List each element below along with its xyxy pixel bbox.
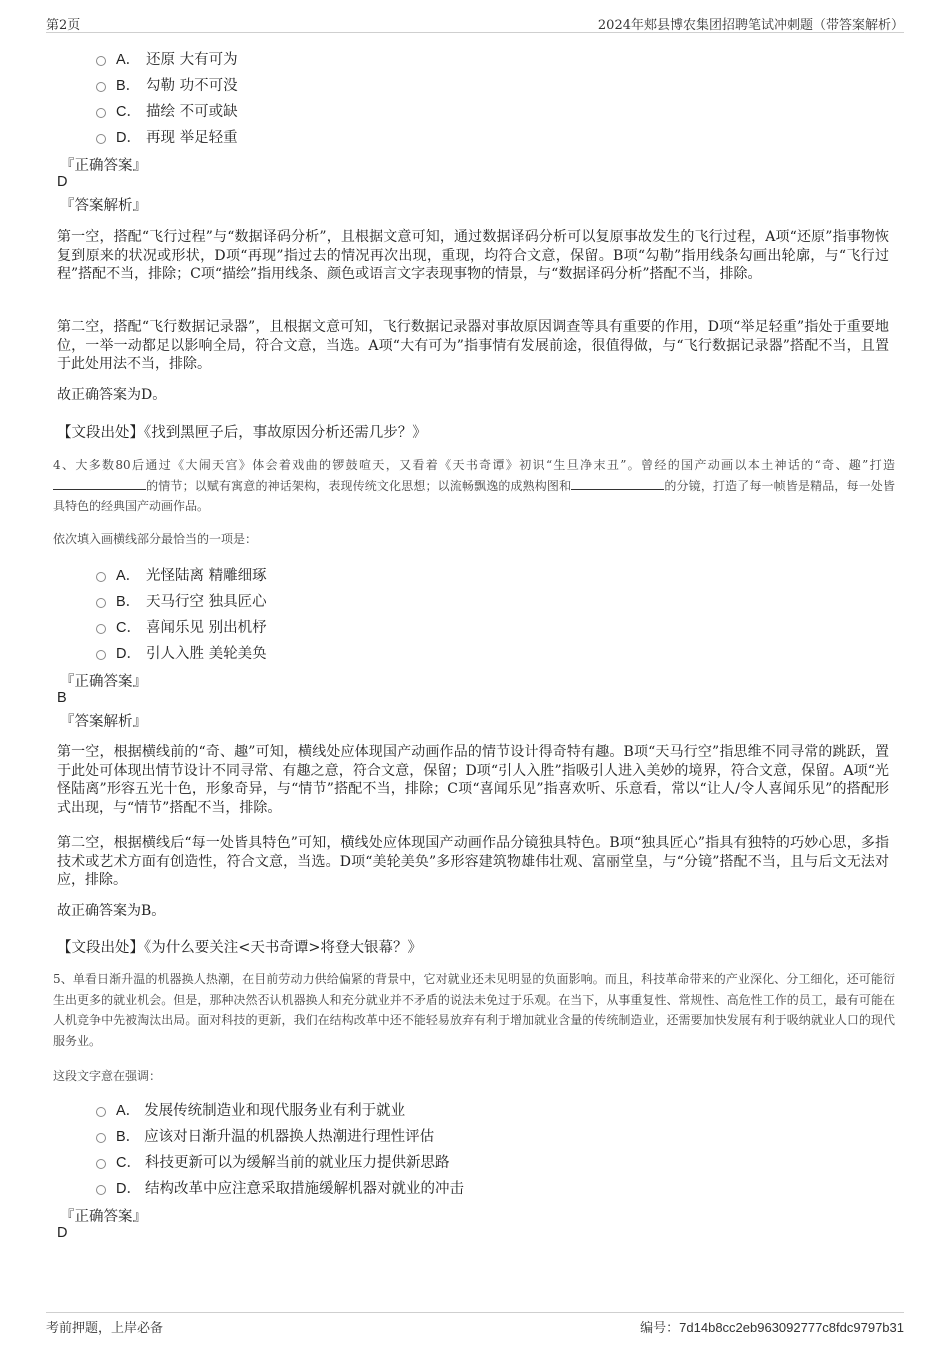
radio-icon[interactable] [96, 598, 106, 608]
page-header [46, 12, 904, 33]
q4-option-a[interactable]: A． 光怪陆离 精雕细琢 [96, 561, 267, 587]
q3-answer-label: 『正确答案』 [60, 158, 147, 174]
q5-option-a[interactable]: A． 发展传统制造业和现代服务业有利于就业 [96, 1096, 464, 1122]
radio-icon[interactable] [96, 108, 106, 118]
q5-stem: 5、单看日渐升温的机器换人热潮，在目前劳动力供给偏紧的背景中，它对就业还未见明显的负面影响。而且，科技革命带来的产业深化、分工细化，还可能衍生出更多的就业机会。但是，那种决然否认机器换人和充分就业并不矛盾的说法未免过于乐观。在当下，从事重复性、常规性、高危性工作的员工，最有可能在人机竞争中先被淘汰出局。面对科技的更新，我们在结构改革中还不能轻易放弃有利于增加就业含量的传统制造业，还需要加快发展有利于吸纳就业人口的现代服务业。 [53, 972, 895, 1048]
radio-icon[interactable] [96, 624, 106, 634]
q3-option-d[interactable]: D． 再现 举足轻重 [96, 123, 238, 149]
q5-option-d[interactable]: D． 结构改革中应注意采取措施缓解机器对就业的冲击 [96, 1174, 464, 1200]
q4-stem: 4、大多数80后通过《大闹天宫》体会着戏曲的锣鼓喧天，又看着《天书奇谭》初识“生旦净末丑”。曾经的国产动画以本土神话的“奇、趣”打造的情节；以赋有寓意的神话架构，表现传统文化思想；以流畅飘逸的成熟构图和 的分镜，打造了每一帧皆是精品，每一处皆具特色的经典国产动画作品。 [53, 458, 895, 513]
q4-analysis-p1: 第一空，根据横线前的“奇、趣”可知，横线处应体现国产动画作品的情节设计得奇特有趣。B项“天马行空”指思维不同寻常的跳跃，置于此处可体现出情节设计不同寻常、有趣之意，符合文意，保留；D项“引人入胜”指吸引人进入美妙的境界，符合文意，保留。A项“光怪陆离”形容五光十色，形象奇异，与“情节”搭配不当，排除；C项“喜闻乐见”指喜欢听、乐意看，常以“让人/令人喜闻乐见”的搭配形式出现，与“情节”搭配不当，排除。 [57, 744, 889, 816]
footer-slogan: 考前押题，上岸必备 [46, 1321, 164, 1336]
q4-options [96, 561, 267, 665]
q3-answer: D [57, 174, 68, 190]
radio-icon[interactable] [96, 650, 106, 660]
q4-answer-label: 『正确答案』 [60, 674, 147, 690]
radio-icon[interactable] [96, 56, 106, 66]
fill-blank [571, 477, 664, 490]
radio-icon[interactable] [96, 1133, 106, 1143]
radio-icon[interactable] [96, 134, 106, 144]
q5-option-b[interactable]: B． 应该对日渐升温的机器换人热潮进行理性评估 [96, 1122, 464, 1148]
q4-option-b[interactable]: B． 天马行空 独具匠心 [96, 587, 267, 613]
q4-analysis-label: 『答案解析』 [60, 714, 147, 730]
q3-option-b[interactable]: B． 勾勒 功不可没 [96, 71, 238, 97]
q4-analysis-p3: 故正确答案为B。 [57, 903, 166, 919]
document-id: 编号：7d14b8cc2eb963092777c8fdc9797b31 [640, 1320, 904, 1335]
q4-option-d[interactable]: D． 引人入胜 美轮美奂 [96, 639, 267, 665]
q3-analysis-p1: 第一空，搭配“飞行过程”与“数据译码分析”，且根据文意可知，通过数据译码分析可以复原事故发生的飞行过程，A项“还原”指事物恢复到原来的状况或形状，D项“再现”指过去的情况再次出现，重现，均符合文意，保留。B项“勾勒”指用线条勾画出轮廓，与“飞行过程”搭配不当，排除；C项“描绘”指用线条、颜色或语言文字表现事物的情景，与“数据译码分析”搭配不当，排除。 [57, 229, 889, 282]
q4-source: 【文段出处】《为什么要关注<天书奇谭>将登大银幕？》 [57, 940, 423, 956]
q4-analysis-p2: 第二空，根据横线后“每一处皆具特色”可知，横线处应体现国产动画作品分镜独具特色。B项“独具匠心”指具有独特的巧妙心思，多指技术或艺术方面有创造性，符合文意，当选。D项“美轮美奂”多形容建筑物雄伟壮观、富丽堂皇，与“分镜”搭配不当，且与后文无法对应，排除。 [57, 835, 889, 888]
q5-answer: D [57, 1225, 68, 1241]
q4-prompt: 依次填入画横线部分最恰当的一项是： [53, 532, 258, 546]
q3-source: 【文段出处】《找到黑匣子后，事故原因分析还需几步？》 [57, 425, 427, 441]
radio-icon[interactable] [96, 1107, 106, 1117]
q3-options [96, 45, 238, 149]
radio-icon[interactable] [96, 1159, 106, 1169]
q3-analysis-p2: 第二空，搭配“飞行数据记录器”，且根据文意可知，飞行数据记录器对事故原因调查等具有重要的作用，D项“举足轻重”指处于重要地位，一举一动都足以影响全局，符合文意，当选。A项“大有可为”指事情有发展前途，很值得做，与“飞行数据记录器”搭配不当，且置于此处用法不当，排除。 [57, 319, 889, 372]
q5-prompt: 这段文字意在强调： [53, 1069, 162, 1083]
page-footer [46, 1312, 904, 1335]
radio-icon[interactable] [96, 82, 106, 92]
q3-option-a[interactable]: A． 还原 大有可为 [96, 45, 238, 71]
q4-answer: B [57, 690, 67, 706]
radio-icon[interactable] [96, 1185, 106, 1195]
q4-option-c[interactable]: C． 喜闻乐见 别出机杼 [96, 613, 267, 639]
page-number: 第2页 [46, 18, 81, 33]
q3-option-c[interactable]: C． 描绘 不可或缺 [96, 97, 238, 123]
radio-icon[interactable] [96, 572, 106, 582]
fill-blank [53, 477, 146, 490]
q3-analysis-label: 『答案解析』 [60, 198, 147, 214]
q5-answer-label: 『正确答案』 [60, 1209, 147, 1225]
document-title: 2024年郏县博农集团招聘笔试冲刺题（带答案解析） [597, 18, 904, 33]
q5-options [96, 1096, 464, 1200]
q3-analysis-p3: 故正确答案为D。 [57, 387, 167, 403]
q5-option-c[interactable]: C． 科技更新可以为缓解当前的就业压力提供新思路 [96, 1148, 464, 1174]
